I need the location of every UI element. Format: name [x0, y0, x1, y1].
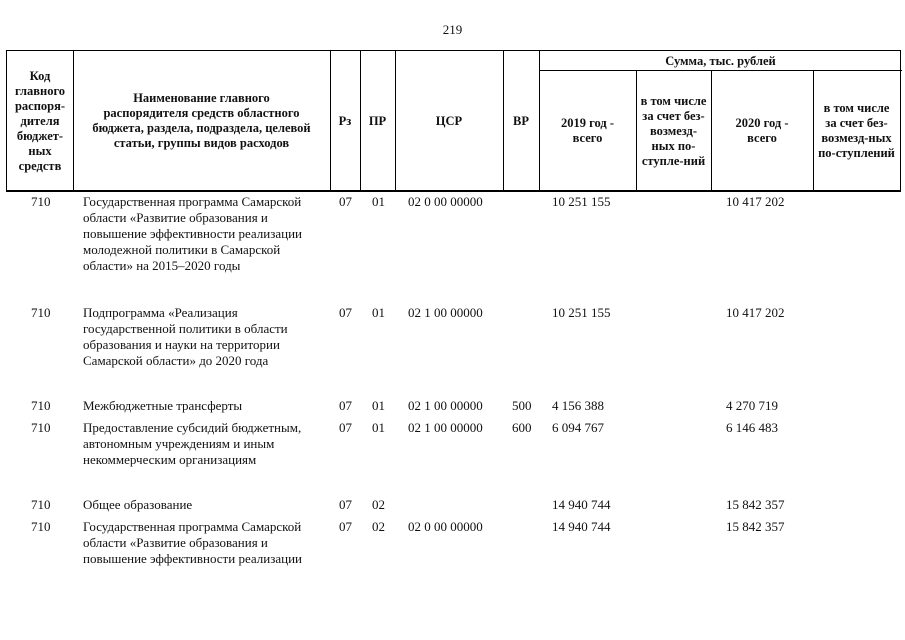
cell-name: Общее образование	[83, 497, 193, 512]
cell-rz: 07	[339, 194, 352, 209]
cell-pr: 02	[372, 519, 385, 534]
cell-csr: 02 0 00 00000	[408, 519, 483, 534]
cell-code: 710	[31, 194, 51, 209]
cell-pr: 01	[372, 398, 385, 413]
cell-pr: 01	[372, 420, 385, 435]
cell-pr: 01	[372, 194, 385, 209]
cell-code: 710	[31, 497, 51, 512]
cell-sum-2020: 10 417 202	[726, 305, 785, 320]
cell-sum-2020: 6 146 483	[726, 420, 778, 435]
cell-sum-2019: 4 156 388	[552, 398, 604, 413]
cell-rz: 07	[339, 420, 352, 435]
header-csr: ЦСР	[435, 113, 463, 128]
cell-sum-2019: 6 094 767	[552, 420, 604, 435]
header-2020-grants: в том числе за счет без-возмезд-ных по-ступлений	[818, 101, 895, 160]
header-2020-total: 2020 год - всего	[735, 116, 789, 145]
header-2019-grants: в том числе за счет без-возмезд-ных по-ступле-ний	[640, 93, 707, 168]
cell-rz: 07	[339, 519, 352, 534]
cell-code: 710	[31, 305, 51, 320]
cell-sum-2019: 10 251 155	[552, 194, 611, 209]
cell-csr: 02 1 00 00000	[408, 305, 483, 320]
table-header	[6, 50, 901, 192]
cell-csr: 02 1 00 00000	[408, 420, 483, 435]
cell-sum-2019: 10 251 155	[552, 305, 611, 320]
cell-sum-2020: 15 842 357	[726, 497, 785, 512]
cell-rz: 07	[339, 305, 352, 320]
page-number: 219	[442, 22, 463, 37]
header-pr: ПР	[368, 113, 387, 128]
header-name: Наименование главного распорядителя средств областного бюджета, раздела, подраздела, целевой статьи, группы видов расходов	[92, 91, 311, 150]
cell-code: 710	[31, 519, 51, 534]
cell-vr: 600	[512, 420, 532, 435]
cell-rz: 07	[339, 398, 352, 413]
cell-name: Межбюджетные трансферты	[83, 398, 243, 413]
cell-sum-2020: 10 417 202	[726, 194, 785, 209]
cell-name: Предоставление субсидий бюджетным, автономным учреждениям и иным некоммерческим организациям	[83, 420, 302, 467]
cell-rz: 07	[339, 497, 352, 512]
cell-pr: 01	[372, 305, 385, 320]
cell-csr: 02 0 00 00000	[408, 194, 483, 209]
cell-code: 710	[31, 420, 51, 435]
header-2019-total: 2019 год - всего	[561, 116, 614, 145]
cell-sum-2019: 14 940 744	[552, 497, 611, 512]
cell-sum-2020: 4 270 719	[726, 398, 778, 413]
header-vr: ВР	[513, 113, 529, 128]
header-rz: Рз	[338, 113, 352, 128]
cell-vr: 500	[512, 398, 532, 413]
header-code: Код главного распоря-дителя бюджет-ных средств	[14, 68, 66, 173]
cell-code: 710	[31, 398, 51, 413]
cell-name: Государственная программа Самарской области «Развитие образования и повышение эффективности реализации	[83, 519, 302, 566]
cell-sum-2019: 14 940 744	[552, 519, 611, 534]
cell-sum-2020: 15 842 357	[726, 519, 785, 534]
header-sum: Сумма, тыс. рублей	[665, 53, 776, 68]
cell-pr: 02	[372, 497, 385, 512]
cell-name: Государственная программа Самарской области «Развитие образования и повышение эффективности реализации молодежной политики в Самарской области» на 2015–2020 годы	[83, 194, 302, 273]
cell-name: Подпрограмма «Реализация государственной политики в области образования и науки на территории Самарской области» до 2020 года	[83, 305, 288, 368]
cell-csr: 02 1 00 00000	[408, 398, 483, 413]
